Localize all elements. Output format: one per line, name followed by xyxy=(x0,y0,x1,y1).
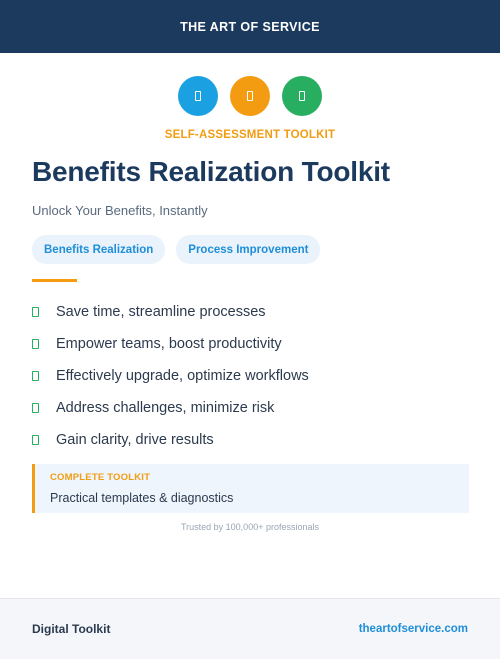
list-item xyxy=(32,296,472,328)
benefit-text: Effectively upgrade, optimize workflows xyxy=(56,368,309,384)
placeholder-glyph-icon xyxy=(247,91,253,101)
green-circle-icon xyxy=(282,76,322,116)
trust-note: Trusted by 100,000+ professionals xyxy=(180,522,319,532)
benefit-text: Address challenges, minimize risk xyxy=(56,400,275,416)
benefit-list xyxy=(32,296,472,456)
tag-benefits-realization[interactable]: Benefits Realization xyxy=(32,235,165,264)
check-icon xyxy=(32,339,39,349)
icon-row xyxy=(0,76,500,116)
brand-name: THE ART OF SERVICE xyxy=(180,19,320,34)
list-item xyxy=(32,360,472,392)
tag-list xyxy=(32,235,320,264)
toolkit-callout xyxy=(32,464,469,513)
tag-process-improvement[interactable]: Process Improvement xyxy=(176,235,320,264)
benefit-text: Empower teams, boost productivity xyxy=(56,336,282,352)
website-link[interactable]: theartofservice.com xyxy=(358,623,468,635)
blue-circle-icon xyxy=(178,76,218,116)
list-item xyxy=(32,392,472,424)
list-item xyxy=(32,424,472,456)
accent-divider xyxy=(32,279,77,282)
footer-label: Digital Toolkit xyxy=(32,622,111,636)
page-title: Benefits Realization Toolkit xyxy=(32,156,390,187)
kicker-label: SELF-ASSESSMENT TOOLKIT xyxy=(164,129,336,141)
footer xyxy=(0,598,500,659)
check-icon xyxy=(32,435,39,445)
subtitle: Unlock Your Benefits, Instantly xyxy=(32,203,208,218)
benefit-text: Save time, streamline processes xyxy=(56,304,266,320)
top-banner xyxy=(0,0,500,53)
placeholder-glyph-icon xyxy=(299,91,305,101)
check-icon xyxy=(32,403,39,413)
list-item xyxy=(32,328,472,360)
callout-kicker: COMPLETE TOOLKIT xyxy=(50,472,151,483)
placeholder-glyph-icon xyxy=(195,91,201,101)
check-icon xyxy=(32,307,39,317)
benefit-text: Gain clarity, drive results xyxy=(56,432,214,448)
orange-circle-icon xyxy=(230,76,270,116)
callout-text: Practical templates & diagnostics xyxy=(50,491,234,505)
check-icon xyxy=(32,371,39,381)
